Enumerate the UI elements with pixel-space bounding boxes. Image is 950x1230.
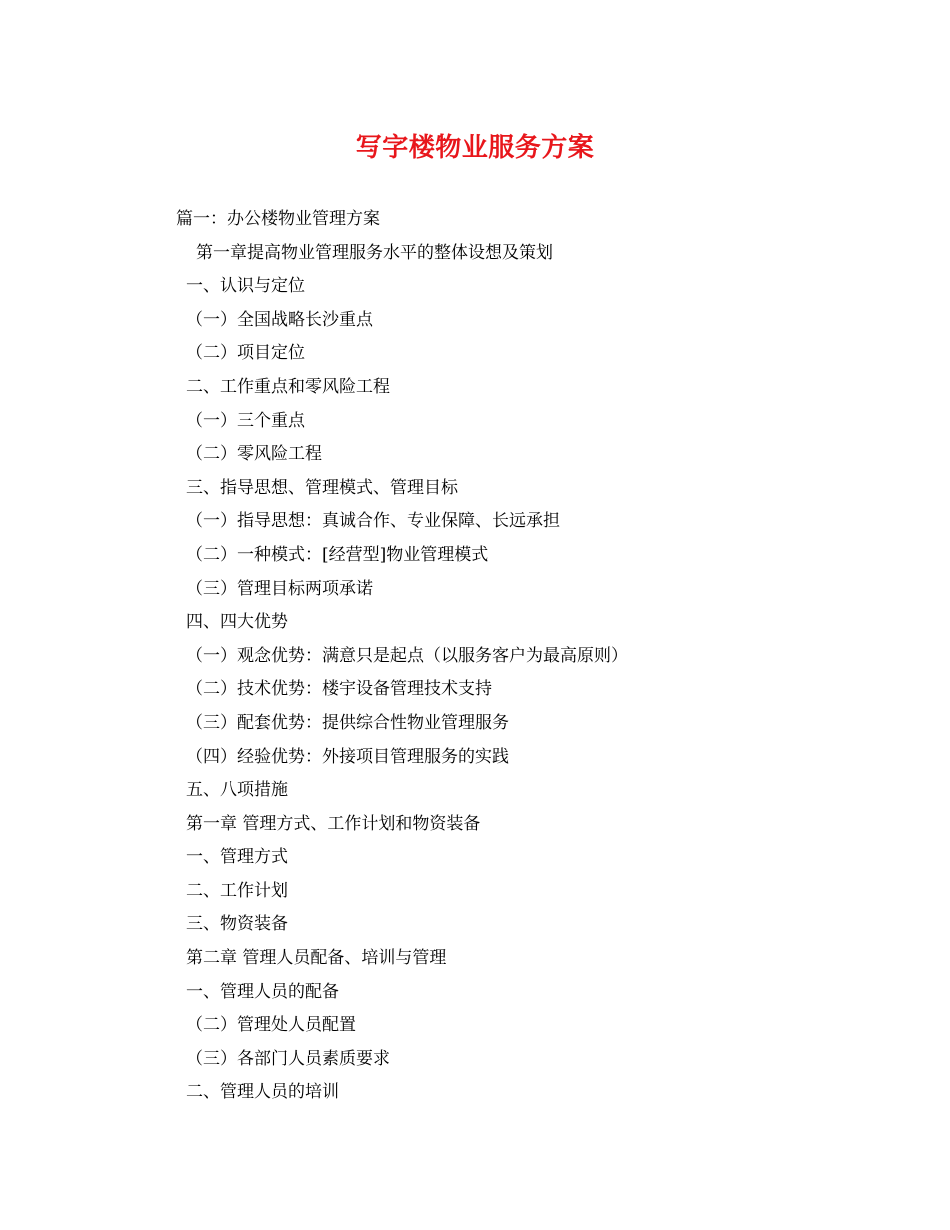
outline-line: 五、八项措施 bbox=[186, 780, 288, 801]
outline-line: （三）配套优势：提供综合性物业管理服务 bbox=[186, 712, 509, 733]
outline-line: 篇一：办公楼物业管理方案 bbox=[176, 209, 380, 229]
outline bbox=[0, 203, 950, 1110]
outline-line: （二）项目定位 bbox=[186, 343, 305, 364]
outline-line: 四、四大优势 bbox=[186, 612, 288, 633]
outline-line: （四）经验优势：外接项目管理服务的实践 bbox=[186, 746, 509, 767]
outline-line: （一）三个重点 bbox=[186, 410, 305, 431]
outline-line: 三、指导思想、管理模式、管理目标 bbox=[186, 477, 458, 498]
outline-line: （三）各部门人员素质要求 bbox=[186, 1048, 390, 1069]
outline-line: 三、物资装备 bbox=[186, 914, 288, 935]
outline-line: 一、管理方式 bbox=[186, 847, 288, 868]
outline-line: （二）管理处人员配置 bbox=[186, 1015, 356, 1036]
outline-line: 一、认识与定位 bbox=[186, 276, 305, 297]
outline-line: 第一章 管理方式、工作计划和物资装备 bbox=[186, 813, 481, 834]
outline-line: （一）指导思想：真诚合作、专业保障、长远承担 bbox=[186, 511, 560, 532]
outline-line: 第二章 管理人员配备、培训与管理 bbox=[186, 948, 447, 969]
outline-line: 二、工作重点和零风险工程 bbox=[186, 376, 390, 397]
outline-line: 第一章提高物业管理服务水平的整体设想及策划 bbox=[196, 242, 553, 263]
outline-line: 二、管理人员的培训 bbox=[186, 1082, 339, 1103]
outline-line: 一、管理人员的配备 bbox=[186, 981, 339, 1002]
outline-line: 二、工作计划 bbox=[186, 880, 288, 901]
document-title: 写字楼物业服务方案 bbox=[355, 133, 595, 163]
outline-line: （二）技术优势：楼宇设备管理技术支持 bbox=[186, 679, 492, 700]
outline-line: （一）观念优势：满意只是起点（以服务客户为最高原则） bbox=[186, 645, 628, 666]
outline-line: （三）管理目标两项承诺 bbox=[186, 578, 373, 599]
outline-line: （一）全国战略长沙重点 bbox=[186, 309, 373, 330]
outline-line: （二）一种模式：[经营型]物业管理模式 bbox=[186, 544, 489, 565]
outline-line: （二）零风险工程 bbox=[186, 444, 322, 465]
